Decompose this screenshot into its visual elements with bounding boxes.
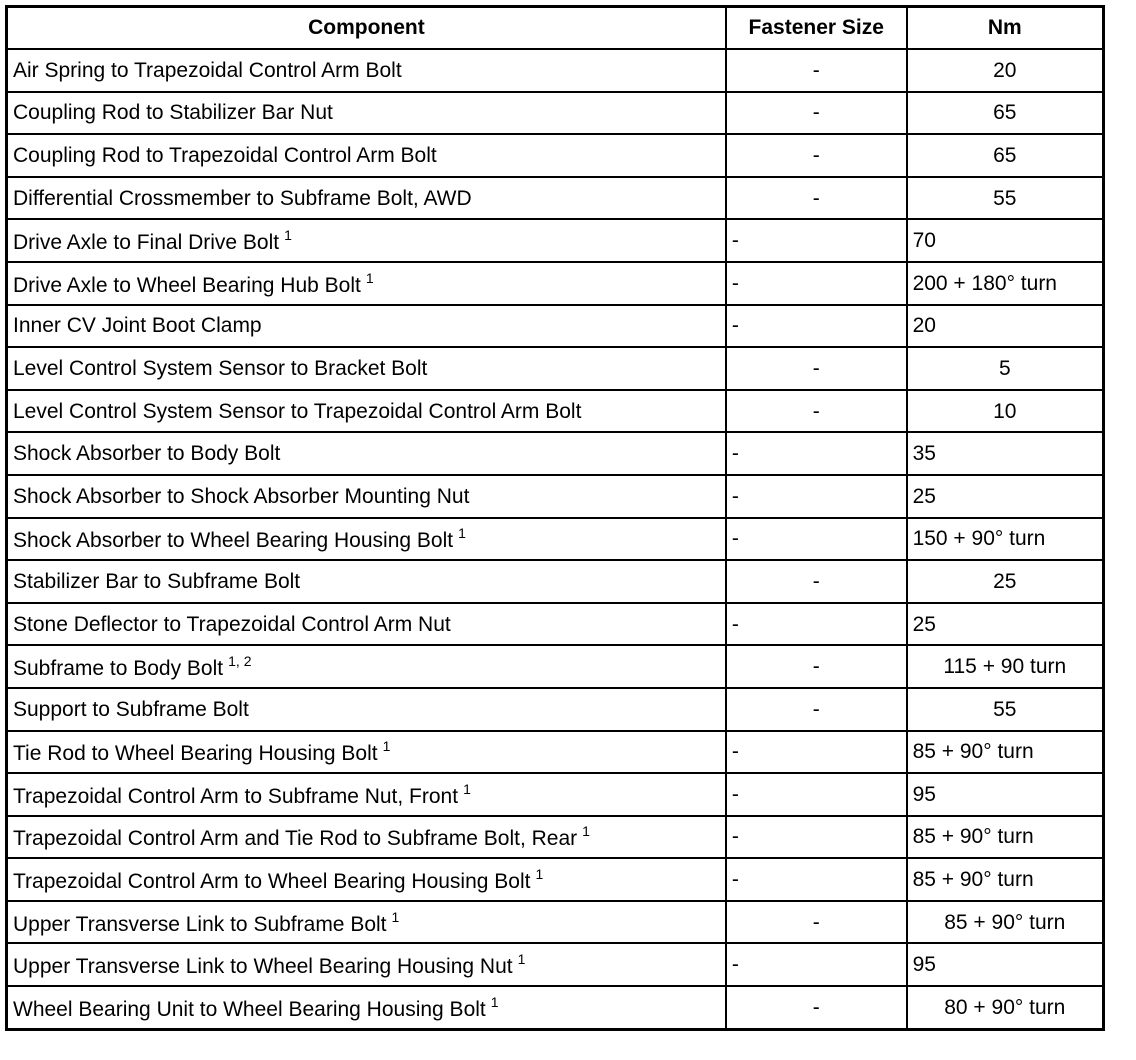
component-cell — [7, 816, 726, 859]
component-cell — [7, 305, 726, 348]
fastener-size-cell: - — [726, 773, 907, 816]
footnote-ref: 1 — [365, 269, 374, 286]
fastener-size-cell: - — [726, 645, 907, 688]
component-text: Upper Transverse Link to Subframe Bolt — [13, 912, 387, 936]
fastener-size-cell: - — [726, 92, 907, 135]
table-row — [7, 645, 1104, 688]
component-cell — [7, 432, 726, 475]
fastener-size-cell: - — [726, 219, 907, 262]
component-cell — [7, 943, 726, 986]
component-cell — [7, 262, 726, 305]
table-row — [7, 432, 1104, 475]
fastener-size-cell: - — [726, 986, 907, 1029]
fastener-size-cell: - — [726, 432, 907, 475]
footnote-ref: 1 — [582, 823, 590, 840]
nm-cell: 85 + 90° turn — [907, 858, 1104, 901]
nm-cell: 25 — [907, 560, 1104, 603]
table-row — [7, 475, 1104, 518]
component-cell — [7, 390, 726, 433]
component-cell — [7, 603, 726, 646]
fastener-size-cell: - — [726, 134, 907, 177]
component-cell — [7, 858, 726, 901]
component-text: Air Spring to Trapezoidal Control Arm Bolt — [13, 58, 402, 82]
nm-cell: 85 + 90° turn — [907, 901, 1104, 944]
fastener-size-cell: - — [726, 816, 907, 859]
table-row — [7, 986, 1104, 1029]
table-row — [7, 858, 1104, 901]
fastener-size-cell: - — [726, 475, 907, 518]
component-cell — [7, 688, 726, 731]
component-text: Trapezoidal Control Arm and Tie Rod to Subframe Bolt, Rear — [13, 827, 578, 851]
component-cell — [7, 560, 726, 603]
component-cell — [7, 731, 726, 774]
fastener-size-cell: - — [726, 688, 907, 731]
component-cell — [7, 347, 726, 390]
footnote-ref: 1 — [517, 951, 526, 968]
footnote-ref: 1 — [535, 866, 544, 883]
footnote-ref: 1 — [463, 780, 471, 797]
nm-cell: 25 — [907, 475, 1104, 518]
fastener-size-cell: - — [726, 560, 907, 603]
component-text: Drive Axle to Wheel Bearing Hub Bolt — [13, 273, 361, 297]
component-text: Shock Absorber to Shock Absorber Mounting Nut — [13, 484, 470, 508]
nm-cell: 80 + 90° turn — [907, 986, 1104, 1029]
table-row — [7, 262, 1104, 305]
nm-cell: 5 — [907, 347, 1104, 390]
component-cell — [7, 134, 726, 177]
fastener-size-cell: - — [726, 49, 907, 92]
component-text: Subframe to Body Bolt — [13, 657, 224, 681]
component-text: Stone Deflector to Trapezoidal Control Arm Nut — [13, 612, 451, 636]
table-row — [7, 560, 1104, 603]
nm-cell: 55 — [907, 688, 1104, 731]
component-text: Stabilizer Bar to Subframe Bolt — [13, 569, 301, 593]
fastener-size-cell: - — [726, 390, 907, 433]
nm-cell: 95 — [907, 773, 1104, 816]
nm-cell: 65 — [907, 134, 1104, 177]
component-text: Drive Axle to Final Drive Bolt — [13, 231, 280, 255]
table-row — [7, 943, 1104, 986]
table-row — [7, 219, 1104, 262]
fastener-size-cell: - — [726, 177, 907, 220]
nm-cell: 20 — [907, 305, 1104, 348]
nm-cell: 115 + 90 turn — [907, 645, 1104, 688]
component-text: Shock Absorber to Wheel Bearing Housing Bolt — [13, 529, 454, 553]
table-row — [7, 49, 1104, 92]
torque-spec-sheet — [5, 5, 1105, 1031]
footnote-ref: 1 — [391, 908, 400, 925]
footnote-ref: 1 — [284, 227, 292, 244]
fastener-size-cell: - — [726, 731, 907, 774]
fastener-size-cell: - — [726, 858, 907, 901]
table-body — [7, 49, 1104, 1029]
table-row — [7, 347, 1104, 390]
fastener-size-cell: - — [726, 262, 907, 305]
table-row — [7, 177, 1104, 220]
header-fastener-size: Fastener Size — [726, 7, 907, 50]
torque-spec-table — [5, 5, 1105, 1031]
component-cell — [7, 92, 726, 135]
fastener-size-cell: - — [726, 518, 907, 561]
nm-cell: 65 — [907, 92, 1104, 135]
component-cell — [7, 177, 726, 220]
header-nm: Nm — [907, 7, 1104, 50]
nm-cell: 95 — [907, 943, 1104, 986]
fastener-size-cell: - — [726, 901, 907, 944]
nm-cell: 70 — [907, 219, 1104, 262]
component-cell — [7, 518, 726, 561]
component-cell — [7, 901, 726, 944]
table-row — [7, 134, 1104, 177]
table-row — [7, 901, 1104, 944]
component-cell — [7, 49, 726, 92]
nm-cell: 35 — [907, 432, 1104, 475]
fastener-size-cell: - — [726, 943, 907, 986]
nm-cell: 85 + 90° turn — [907, 731, 1104, 774]
table-row — [7, 92, 1104, 135]
footnote-ref: 1 — [458, 525, 466, 542]
nm-cell: 150 + 90° turn — [907, 518, 1104, 561]
nm-cell: 55 — [907, 177, 1104, 220]
table-row — [7, 816, 1104, 859]
nm-cell: 25 — [907, 603, 1104, 646]
component-text: Tie Rod to Wheel Bearing Housing Bolt — [13, 742, 378, 766]
table-row — [7, 518, 1104, 561]
component-cell — [7, 475, 726, 518]
component-text: Level Control System Sensor to Bracket Bolt — [13, 356, 428, 380]
table-row — [7, 773, 1104, 816]
fastener-size-cell: - — [726, 347, 907, 390]
footnote-ref: 1 — [490, 993, 499, 1010]
nm-cell: 85 + 90° turn — [907, 816, 1104, 859]
component-text: Differential Crossmember to Subframe Bolt, AWD — [13, 186, 472, 210]
component-text: Shock Absorber to Body Bolt — [13, 442, 281, 466]
nm-cell: 20 — [907, 49, 1104, 92]
nm-cell: 200 + 180° turn — [907, 262, 1104, 305]
component-cell — [7, 986, 726, 1029]
component-text: Inner CV Joint Boot Clamp — [13, 314, 262, 338]
footnote-ref: 1, 2 — [228, 653, 252, 670]
component-cell — [7, 773, 726, 816]
component-text: Support to Subframe Bolt — [13, 697, 249, 721]
header-component: Component — [7, 7, 726, 50]
component-text: Wheel Bearing Unit to Wheel Bearing Housing Bolt — [13, 997, 486, 1021]
table-row — [7, 390, 1104, 433]
table-row — [7, 603, 1104, 646]
component-text: Coupling Rod to Stabilizer Bar Nut — [13, 101, 333, 125]
component-text: Coupling Rod to Trapezoidal Control Arm Bolt — [13, 143, 437, 167]
table-header — [7, 7, 1104, 50]
fastener-size-cell: - — [726, 305, 907, 348]
fastener-size-cell: - — [726, 603, 907, 646]
table-row — [7, 731, 1104, 774]
component-text: Level Control System Sensor to Trapezoidal Control Arm Bolt — [13, 399, 582, 423]
component-text: Upper Transverse Link to Wheel Bearing Housing Nut — [13, 955, 513, 979]
footnote-ref: 1 — [382, 738, 391, 755]
table-row — [7, 688, 1104, 731]
component-cell — [7, 219, 726, 262]
component-cell — [7, 645, 726, 688]
nm-cell: 10 — [907, 390, 1104, 433]
component-text: Trapezoidal Control Arm to Subframe Nut, Front — [13, 784, 459, 808]
component-text: Trapezoidal Control Arm to Wheel Bearing Housing Bolt — [13, 870, 531, 894]
header-row — [7, 7, 1104, 50]
table-row — [7, 305, 1104, 348]
